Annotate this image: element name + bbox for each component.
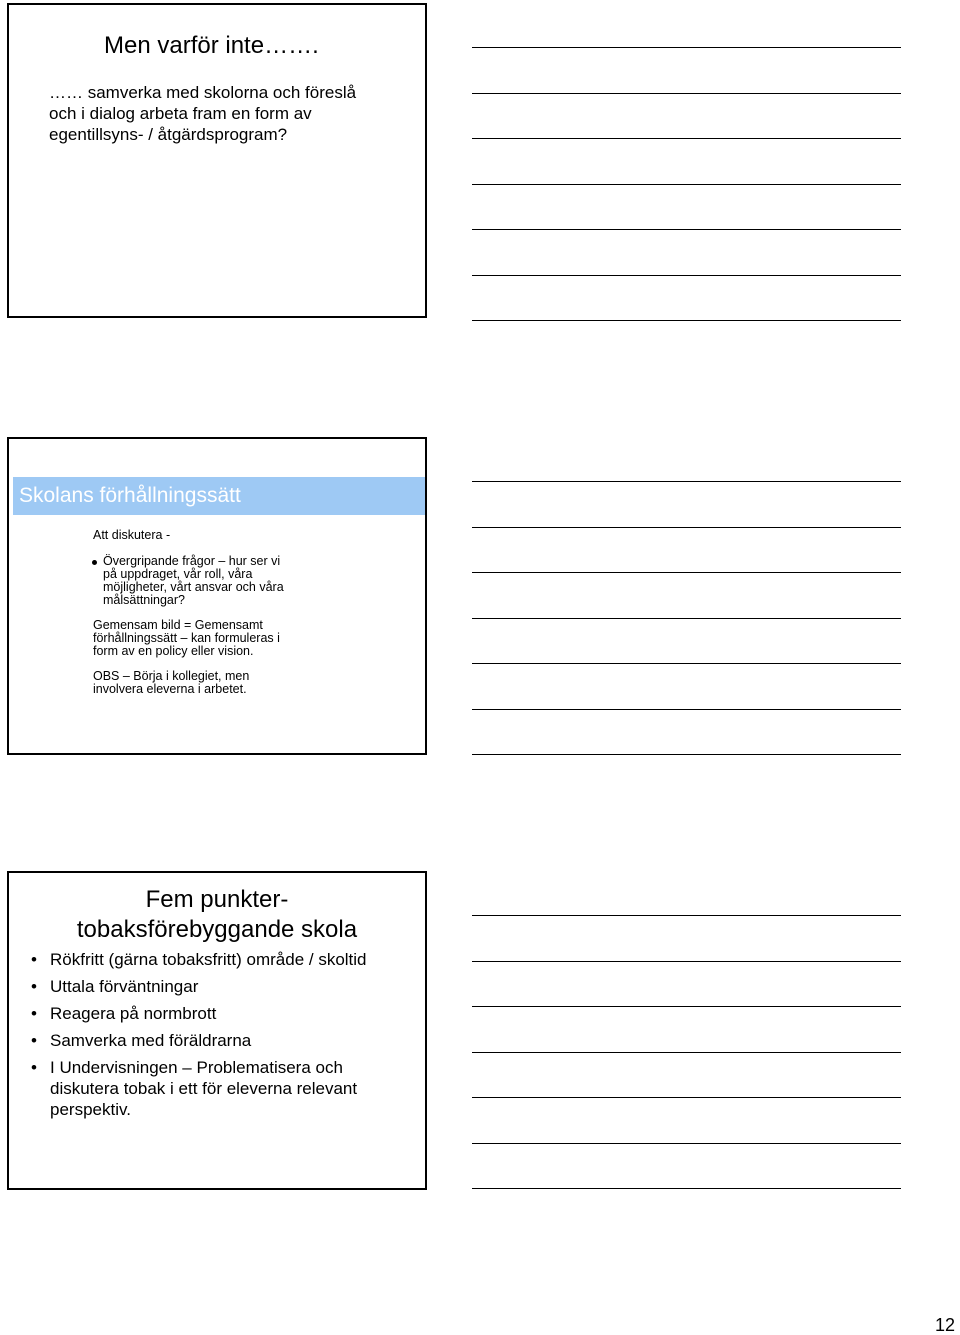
note-line: [472, 1006, 901, 1007]
note-line: [472, 1052, 901, 1053]
slide-2-para-line: förhållningssätt – kan formuleras i: [93, 631, 280, 645]
slide-2-bullet-line: på uppdraget, vår roll, våra: [103, 567, 253, 581]
slide-2-para-line: OBS – Börja i kollegiet, men: [93, 669, 250, 683]
page-number: 12: [934, 1315, 955, 1335]
slide-3-title-line: tobaksförebyggande skola: [76, 916, 358, 943]
list-item: [27, 949, 367, 970]
note-line: [472, 618, 901, 619]
list-item: [27, 1057, 367, 1120]
list-item-line: I Undervisningen – Problematisera och: [50, 1058, 343, 1077]
slide-2-title-banner: Skolans förhållningssätt: [13, 477, 427, 515]
bullet-icon: •: [31, 1031, 37, 1050]
bullet-icon: •: [31, 950, 37, 969]
slide-2: [7, 437, 427, 755]
slide-2-bullet: [93, 555, 284, 607]
slide-2-intro: Att diskutera -: [93, 528, 171, 542]
note-line: [472, 320, 901, 321]
bullet-icon: •: [31, 977, 37, 996]
list-item: [27, 1030, 367, 1051]
bullet-icon: •: [31, 1004, 37, 1023]
slide-2-paragraph-1: [93, 619, 284, 658]
slide-1-body-line: …… samverka med skolorna och föreslå: [49, 83, 357, 102]
note-line: [472, 961, 901, 962]
bullet-dot-icon: [92, 560, 97, 565]
note-line: [472, 1097, 901, 1098]
note-line: [472, 275, 901, 276]
list-item-line: perspektiv.: [50, 1100, 131, 1119]
slide-1-body-line: och i dialog arbeta fram en form av: [49, 104, 312, 123]
note-line: [472, 527, 901, 528]
note-line: [472, 709, 901, 710]
note-line: [472, 93, 901, 94]
slide-2-para-line: Gemensam bild = Gemensamt: [93, 618, 263, 632]
note-line: [472, 1143, 901, 1144]
slide-2-para-line: form av en policy eller vision.: [93, 644, 254, 658]
note-line: [472, 481, 901, 482]
slide-1: [7, 3, 427, 318]
list-item: [27, 1003, 367, 1024]
slide-1-body-line: egentillsyns- / åtgärdsprogram?: [49, 125, 288, 144]
list-item-line: diskutera tobak i ett för eleverna relevant: [50, 1079, 358, 1098]
slide-3-title-line: Fem punkter-: [145, 886, 289, 913]
slide-2-bullet-line: målsättningar?: [103, 593, 185, 607]
note-line: [472, 229, 901, 230]
list-item-line: Rökfritt (gärna tobaksfritt) område / skoltid: [50, 950, 367, 969]
slide-1-body: [49, 82, 356, 145]
note-line: [472, 572, 901, 573]
slide-2-bullet-line: Övergripande frågor – hur ser vi: [103, 554, 281, 568]
note-line: [472, 47, 901, 48]
slide-2-bullet-line: möjligheter, vårt ansvar och våra: [103, 580, 284, 594]
slide-1-title: Men varför inte…….: [104, 32, 319, 59]
note-line: [472, 184, 901, 185]
list-item-line: Uttala förväntningar: [50, 977, 199, 996]
slide-3-title: [9, 885, 425, 945]
note-line: [472, 915, 901, 916]
slide-2-content: [93, 529, 284, 708]
slide-2-para-line: involvera eleverna i arbetet.: [93, 682, 247, 696]
list-item: [27, 976, 367, 997]
note-line: [472, 754, 901, 755]
list-item-line: Reagera på normbrott: [50, 1004, 217, 1023]
slide-3: [7, 871, 427, 1190]
slide-2-paragraph-2: [93, 670, 284, 696]
slide-3-list: [27, 949, 367, 1126]
list-item-line: Samverka med föräldrarna: [50, 1031, 252, 1050]
bullet-icon: •: [31, 1058, 37, 1077]
note-line: [472, 138, 901, 139]
note-line: [472, 663, 901, 664]
note-line: [472, 1188, 901, 1189]
